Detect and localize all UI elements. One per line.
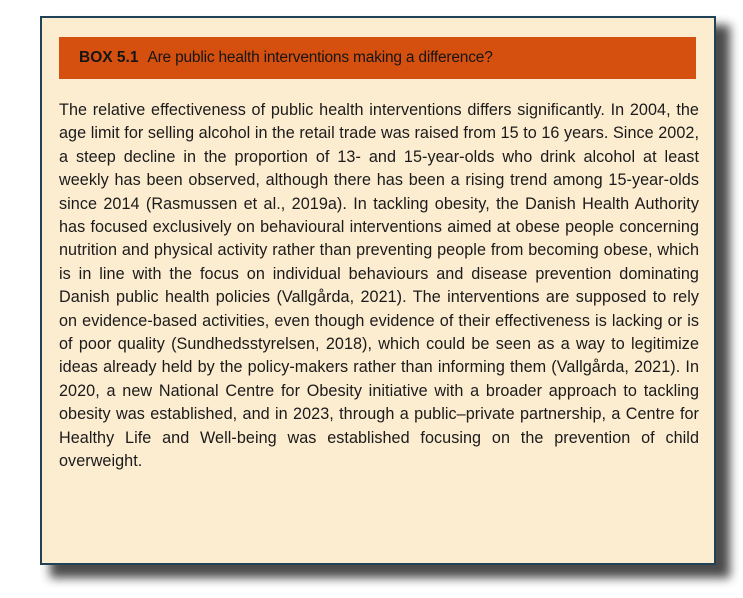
box-body-text: The relative effectiveness of public health interventions differs significantly. In 2004, the age limit for selling alcohol in the retail trade was raised from 15 to 16 years. Since 2002, a steep decline in the proportion of 13- and 15-year-olds who drink alcohol at least weekly has been observed, although there has been a rising trend among 15-year-olds since 2014 (Rasmussen et al., 2019a). In tackling obesity, the Danish Health Authority has focused exclusively on behavioural interventions aimed at obese people concerning nutrition and physical activity rather than preventing people from becoming obese, which is in line with the focus on individual behaviours and disease prevention dominating Danish public health policies (Vallgårda, 2021). The interventions are supposed to rely on evidence-based activities, even though evidence of their effectiveness is lacking or is of poor quality (Sundhedsstyrelsen, 2018), which could be seen as a way to legitimize ideas already held by the policy-makers rather than informing them (Vallgårda, 2021). In 2020, a new National Centre for Obesity initiative with a broader approach to tackling obesity was established, and in 2023, through a public–private partnership, a Centre for Healthy Life and Well-being was established focusing on the prevention of child overweight. <box>59 101 699 471</box>
box-header <box>59 37 696 79</box>
box-title: Are public health interventions making a difference? <box>147 49 493 66</box>
info-box <box>40 16 716 565</box>
box-label: BOX 5.1 <box>79 49 139 66</box>
